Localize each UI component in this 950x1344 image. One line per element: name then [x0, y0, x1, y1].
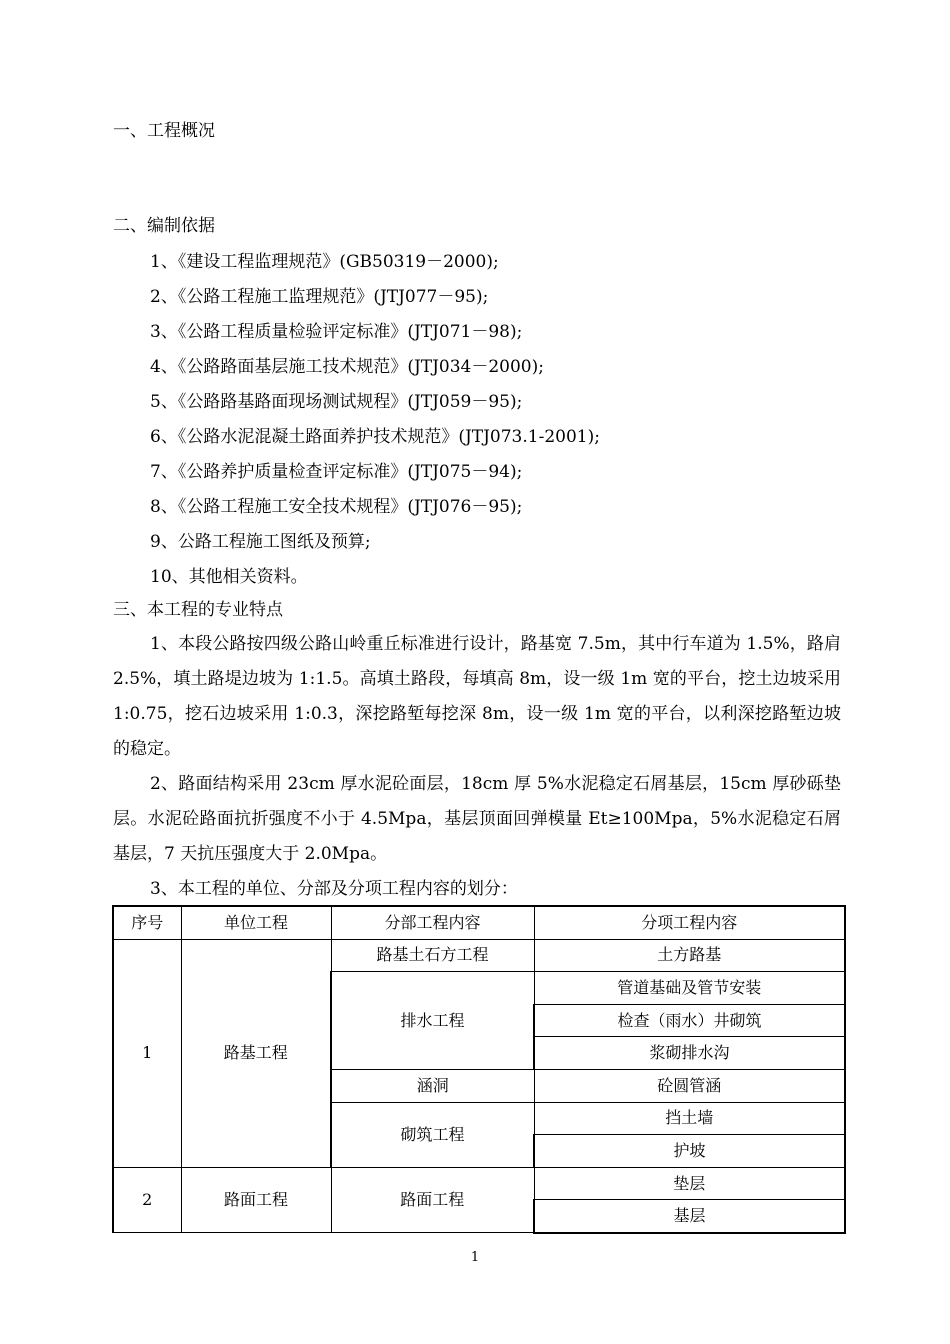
- subitem-cell: 土方路基: [534, 939, 845, 972]
- subitem-cell: 砼圆管涵: [534, 1069, 845, 1102]
- header-cell: 分项工程内容: [534, 906, 845, 939]
- header-cell: 单位工程: [181, 906, 331, 939]
- section-1-title: 一、工程概况: [113, 121, 215, 141]
- unit-name-cell: 路基工程: [181, 939, 331, 1167]
- subitem-cell: 检查（雨水）井砌筑: [534, 1004, 845, 1037]
- feature-paragraph-2: 2、路面结构采用 23cm 厚水泥砼面层，18cm 厚 5%水泥稳定石屑基层，15cm 厚砂砾垫层。水泥砼路面抗折强度不小于 4.5Mpa，基层顶面回弹模量 Et≥100Mpa，5%水泥稳定石屑基层，7 天抗压强度大于 2.0Mpa。: [113, 774, 841, 864]
- section-3-title: 三、本工程的专业特点: [113, 600, 283, 620]
- header-cell: 分部工程内容: [331, 906, 534, 939]
- basis-item: 2、《公路工程施工监理规范》(JTJ077－95);: [150, 287, 489, 307]
- unit-number-cell: 1: [113, 939, 181, 1167]
- table-row: [113, 1167, 845, 1200]
- division-cell: 涵洞: [331, 1069, 534, 1102]
- works-division-table: [112, 905, 846, 1234]
- subitem-cell: 管道基础及管节安装: [534, 972, 845, 1005]
- unit-number-cell: 2: [113, 1167, 181, 1233]
- basis-item: 10、其他相关资料。: [150, 567, 308, 587]
- subitem-cell: 垫层: [534, 1167, 845, 1200]
- page-number: 1: [470, 1250, 480, 1265]
- section-2-title: 二、编制依据: [113, 216, 215, 236]
- subitem-cell: 护坡: [534, 1135, 845, 1168]
- feature-paragraph-1: 1、本段公路按四级公路山岭重丘标准进行设计，路基宽 7.5m，其中行车道为 1.5%，路肩 2.5%，填土路堤边坡为 1:1.5。高填土路段，每填高 8m，设一级 1m 宽的平台，挖土边坡采用 1:0.75，挖石边坡采用 1:0.3，深挖路堑每挖深 8m，设一级 1m 宽的平台，以利深挖路堑边坡的稳定。: [113, 634, 841, 759]
- division-cell: 排水工程: [331, 972, 534, 1070]
- subitem-cell: 浆砌排水沟: [534, 1037, 845, 1070]
- feature-paragraph-3: 3、本工程的单位、分部及分项工程内容的划分：: [150, 879, 518, 899]
- division-cell: 砌筑工程: [331, 1102, 534, 1167]
- unit-name-cell: 路面工程: [181, 1167, 331, 1233]
- basis-item: 8、《公路工程施工安全技术规程》(JTJ076－95);: [150, 497, 523, 517]
- table-header-row: [113, 906, 845, 939]
- division-cell: 路基土石方工程: [331, 939, 534, 972]
- subitem-cell: 挡土墙: [534, 1102, 845, 1135]
- basis-item: 6、《公路水泥混凝土路面养护技术规范》(JTJ073.1-2001);: [150, 427, 600, 447]
- table-row: [113, 939, 845, 972]
- subitem-cell: 基层: [534, 1200, 845, 1233]
- header-cell: 序号: [113, 906, 181, 939]
- division-cell: 路面工程: [331, 1167, 534, 1233]
- basis-item: 3、《公路工程质量检验评定标准》(JTJ071－98);: [150, 322, 523, 342]
- basis-item: 5、《公路路基路面现场测试规程》(JTJ059－95);: [150, 392, 523, 412]
- basis-item: 9、公路工程施工图纸及预算;: [150, 532, 371, 552]
- basis-item: 7、《公路养护质量检查评定标准》(JTJ075－94);: [150, 462, 523, 482]
- basis-item: 1、《建设工程监理规范》(GB50319－2000);: [150, 252, 499, 272]
- basis-item: 4、《公路路面基层施工技术规范》(JTJ034－2000);: [150, 357, 544, 377]
